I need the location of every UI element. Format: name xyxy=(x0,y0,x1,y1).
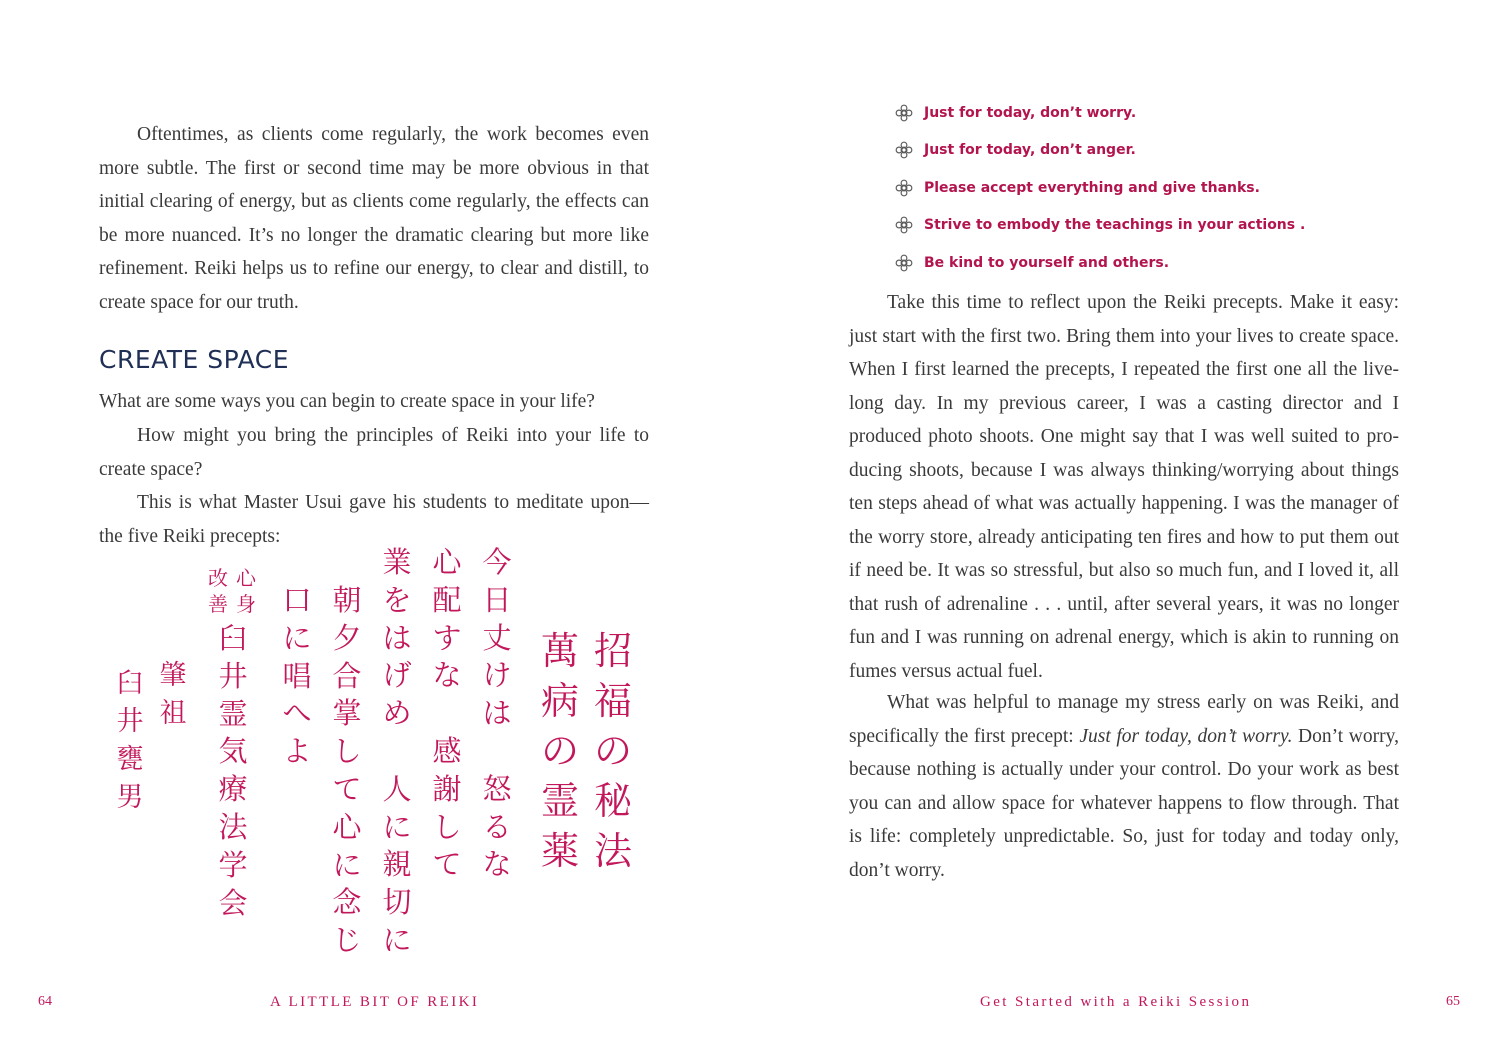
running-head-left: A LITTLE BIT OF REIKI xyxy=(270,994,480,1010)
jp-note-column-2: 改 善 xyxy=(208,566,228,616)
list-item xyxy=(895,101,1136,125)
question-paragraph-2: How might you bring the principles of Reiki into your life to create space? xyxy=(99,425,649,480)
jp-note-column-1: 心 身 xyxy=(236,566,256,616)
precept-text: Just for today, don’t anger. xyxy=(924,142,1136,158)
body-paragraph-1: Take this time to reflect upon the Reiki precepts. Make it easy: just start with the first two. Bring them into your lives to create space. When I first learned the precepts, I repeated the first one all the live-long day. In my previous career, I was a casting director and I produced photo shoots. One might say that I was well suited to pro-ducing shoots, because I was always thinking/worrying about things ten steps ahead of what was actually happening. I was the manager of the worry store, already anticipating ten fires and how to put them out if need be. It was so stressful, but also so much fun, and I loved it, all that rush of adrenaline . . . until, after several years, it was no longer fun and I was running on adrenal energy, which is akin to running on fumes versus actual fuel. xyxy=(849,292,1399,682)
jp-precept-column-4: 朝 夕 合 掌 し て 心 に 念 じ xyxy=(332,583,362,958)
question-paragraph-1: What are some ways you can begin to create space in your life? xyxy=(99,391,595,412)
intro-paragraph: Oftentimes, as clients come regularly, the work becomes even more subtle. The first or second time may be more obvious in that initial clearing of energy, but as clients come regularly, the effects can be more nuanced. It’s no longer the dramatic clearing but more like refinement. Reiki helps us to refine our energy, to clear and distill, to create space for our truth. xyxy=(99,124,649,313)
jp-precept-column-5: 口 に 唱 へ よ xyxy=(282,583,312,769)
section-heading: CREATE SPACE xyxy=(99,345,290,374)
precept-text: Strive to embody the teachings in your actions . xyxy=(924,217,1306,233)
flower-icon xyxy=(895,179,913,197)
list-item xyxy=(895,213,1305,237)
body-paragraph-2 xyxy=(849,686,1399,887)
right-page xyxy=(750,0,1500,1050)
page-number-right: 65 xyxy=(1446,994,1460,1009)
jp-precept-column-2: 心 配 す な 感 謝 し て xyxy=(432,545,462,882)
jp-founder-label: 肇 祖 xyxy=(159,660,187,729)
flower-icon xyxy=(895,141,913,159)
paragraph-2-italic-precept: Just for today, don’t worry. xyxy=(1079,725,1293,747)
list-item xyxy=(895,176,1260,200)
jp-precept-column-3: 業 を は げ め 人 に 親 切 に xyxy=(382,545,412,957)
jp-association-column: 臼 井 霊 気 療 法 学 会 xyxy=(218,621,248,920)
flower-icon xyxy=(895,104,913,122)
flower-icon xyxy=(895,254,913,272)
precept-text: Please accept everything and give thanks. xyxy=(924,180,1260,196)
jp-founder-name: 臼 井 甕 男 xyxy=(116,668,144,813)
paragraph-2-text-start: What was helpful to manage my stress early on was Reiki, and specifically the first precept: xyxy=(849,692,1399,747)
paragraph-2-text-end: Don’t worry, because nothing is actually under your control. Do your work as best you can and allow space for whatever happens to flow through. That is life: completely unpredictable. So, just for today and today only, don’t worry. xyxy=(849,725,1399,881)
list-item xyxy=(895,138,1136,162)
jp-title-column-1: 招 福 の 秘 法 xyxy=(593,629,632,873)
lead-in-paragraph: This is what Master Usui gave his students to meditate upon—the five Reiki precepts: xyxy=(99,492,649,547)
flower-icon xyxy=(895,216,913,234)
jp-title-column-2: 萬 病 の 霊 薬 xyxy=(540,629,579,873)
precept-text: Be kind to yourself and others. xyxy=(924,255,1170,271)
jp-precept-column-1: 今 日 丈 け は 怒 る な xyxy=(482,545,512,882)
list-item xyxy=(895,251,1169,275)
page-number-left: 64 xyxy=(38,994,52,1009)
precept-text: Just for today, don’t worry. xyxy=(924,105,1137,121)
running-head-right: Get Started with a Reiki Session xyxy=(980,994,1252,1010)
